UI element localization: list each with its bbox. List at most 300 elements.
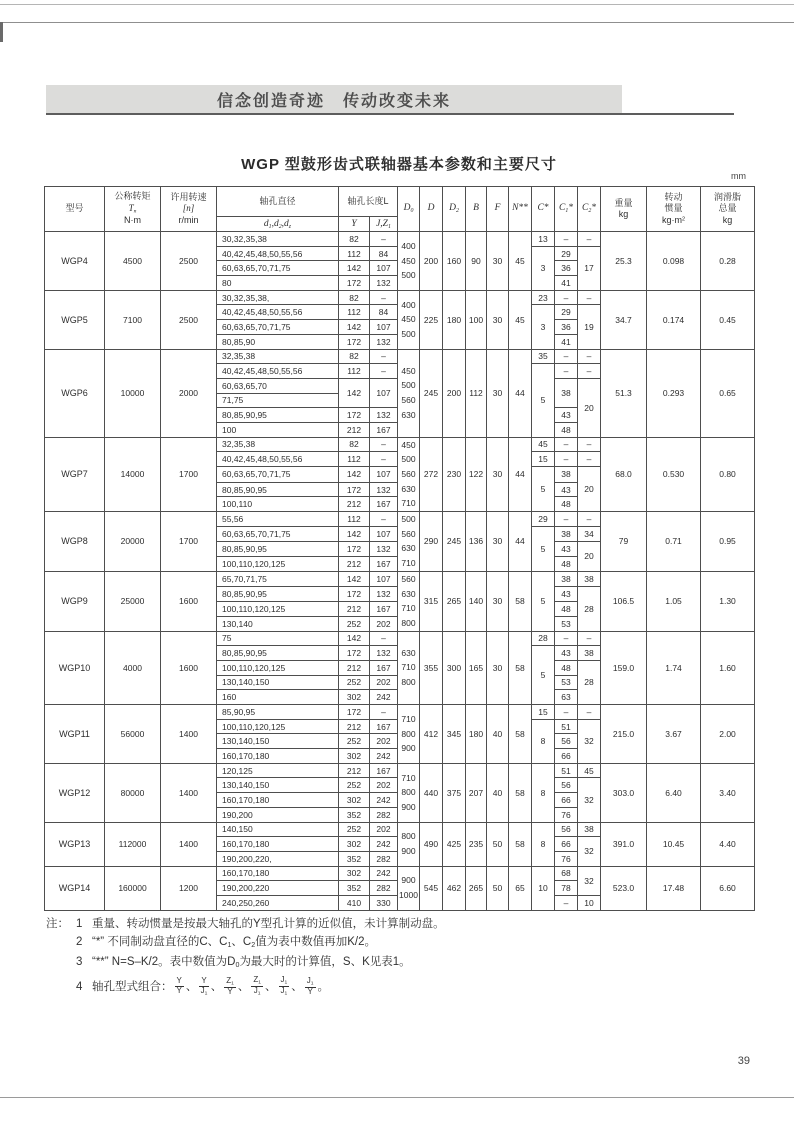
table-header xyxy=(45,187,755,232)
cell-torque: 160000 xyxy=(105,866,161,910)
cell-c2: – xyxy=(578,290,601,305)
cell-c2: – xyxy=(578,452,601,467)
cell-jz: 132 xyxy=(370,408,398,423)
cell-c1: 48 xyxy=(555,422,578,437)
cell-bore: 40,42,45,48,50,55,56 xyxy=(217,305,339,320)
note-item xyxy=(46,954,746,975)
cell-n: 58 xyxy=(509,631,532,704)
cell-bore: 55,56 xyxy=(217,512,339,527)
cell-b: 165 xyxy=(466,631,487,704)
cell-bore: 80,85,90,95 xyxy=(217,408,339,423)
cell-bore: 71,75 xyxy=(217,393,339,408)
cell-c1: 41 xyxy=(555,334,578,349)
cell-jz: 167 xyxy=(370,557,398,572)
cell-f: 30 xyxy=(487,631,509,704)
cell-weight: 79 xyxy=(601,512,647,572)
cell-jz: 107 xyxy=(370,320,398,335)
cell-bore: 130,140,150 xyxy=(217,734,339,749)
cell-c2: 32 xyxy=(578,719,601,763)
cell-y: 82 xyxy=(339,290,370,305)
cell-bore: 40,42,45,48,50,55,56 xyxy=(217,246,339,261)
cell-grease: 4.40 xyxy=(701,822,755,866)
cell-d0: 710 800 900 xyxy=(398,763,420,822)
cell-y: 112 xyxy=(339,305,370,320)
cell-jz: 167 xyxy=(370,763,398,778)
table-row xyxy=(45,232,755,247)
cell-c1: 66 xyxy=(555,837,578,852)
cell-jz: 202 xyxy=(370,778,398,793)
cell-bore: 140,150 xyxy=(217,822,339,837)
cell-jz: – xyxy=(370,349,398,364)
cell-speed: 2000 xyxy=(161,349,217,437)
cell-jz: 242 xyxy=(370,749,398,764)
cell-c1: 38 xyxy=(555,571,578,586)
cell-inertia: 1.05 xyxy=(647,571,701,631)
cell-bore: 160,170,180 xyxy=(217,749,339,764)
cell-b: 235 xyxy=(466,822,487,866)
cell-c1: 38 xyxy=(555,526,578,541)
cell-y: 112 xyxy=(339,246,370,261)
cell-c: 8 xyxy=(532,719,555,763)
cell-d2: 462 xyxy=(443,866,466,910)
cell-d0: 900 1000 xyxy=(398,866,420,910)
cell-jz: – xyxy=(370,290,398,305)
cell-jz: 84 xyxy=(370,305,398,320)
cell-jz: – xyxy=(370,364,398,379)
note-number: 3 xyxy=(76,956,83,969)
cell-f: 30 xyxy=(487,232,509,291)
cell-inertia: 3.67 xyxy=(647,705,701,764)
cell-jz: 107 xyxy=(370,467,398,483)
cell-torque: 25000 xyxy=(105,571,161,631)
cell-torque: 14000 xyxy=(105,437,161,511)
top-rule xyxy=(0,4,794,5)
cell-jz: – xyxy=(370,631,398,646)
cell-d2: 200 xyxy=(443,349,466,437)
cell-bore: 80,85,90,95 xyxy=(217,646,339,661)
cell-y: 352 xyxy=(339,851,370,866)
page-number: 39 xyxy=(737,1055,750,1067)
bore-combination-fraction: $\frac{Z_1}{J_1}$ xyxy=(253,975,261,997)
cell-d0: 450 500 560 630 xyxy=(398,349,420,437)
cell-c1: 43 xyxy=(555,482,578,497)
cell-n: 44 xyxy=(509,512,532,572)
cell-weight: 106.5 xyxy=(601,571,647,631)
cell-c1: 38 xyxy=(555,378,578,407)
cell-n: 45 xyxy=(509,290,532,349)
cell-d2: 300 xyxy=(443,631,466,704)
cell-n: 44 xyxy=(509,349,532,437)
cell-jz: 202 xyxy=(370,822,398,837)
cell-c: 35 xyxy=(532,349,555,364)
cell-bore: 100 xyxy=(217,422,339,437)
cell-bore: 160,170,180 xyxy=(217,866,339,881)
cell-jz: 202 xyxy=(370,616,398,631)
cell-c1: 78 xyxy=(555,881,578,896)
cell-c: 3 xyxy=(532,246,555,290)
cell-c1: 56 xyxy=(555,734,578,749)
cell-d2: 425 xyxy=(443,822,466,866)
cell-y: 172 xyxy=(339,646,370,661)
cell-bore: 30,32,35,38, xyxy=(217,290,339,305)
col-header-torque: 公称转矩 $T_n$ N·m xyxy=(105,187,161,232)
cell-bore: 240,250,260 xyxy=(217,895,339,910)
banner-underline xyxy=(46,113,734,115)
cell-bore: 60,63,65,70,71,75 xyxy=(217,467,339,483)
cell-c1: 48 xyxy=(555,602,578,617)
cell-bore: 80,85,90,95 xyxy=(217,586,339,602)
cell-c: 3 xyxy=(532,305,555,349)
cell-torque: 4000 xyxy=(105,631,161,704)
cell-y: 82 xyxy=(339,349,370,364)
cell-c2: 20 xyxy=(578,378,601,437)
cell-jz: 84 xyxy=(370,246,398,261)
col-header-speed: 许用转速 [n] r/min xyxy=(161,187,217,232)
cell-c: 8 xyxy=(532,822,555,866)
cell-c1: 53 xyxy=(555,616,578,631)
cell-y: 172 xyxy=(339,276,370,291)
cell-d: 440 xyxy=(420,763,443,822)
col-header-dim: $D_2$ xyxy=(443,187,466,232)
cell-d2: 375 xyxy=(443,763,466,822)
cell-c: 15 xyxy=(532,705,555,720)
cell-d2: 345 xyxy=(443,705,466,764)
cell-y: 142 xyxy=(339,467,370,483)
col-subheader-bore-diameters: $d_1,d_2,d_z$ xyxy=(217,217,339,232)
cell-torque: 4500 xyxy=(105,232,161,291)
cell-b: 180 xyxy=(466,705,487,764)
cell-model: WGP10 xyxy=(45,631,105,704)
cell-speed: 2500 xyxy=(161,290,217,349)
note-text: “**” N=S–K/2。表中数值为$D_0$为最大时的计算值，S、K见表1。 xyxy=(92,956,411,970)
cell-c1: 36 xyxy=(555,261,578,276)
cell-d: 355 xyxy=(420,631,443,704)
cell-inertia: 1.74 xyxy=(647,631,701,704)
cell-speed: 1600 xyxy=(161,631,217,704)
cell-y: 212 xyxy=(339,422,370,437)
cell-c2: 45 xyxy=(578,763,601,778)
table-row xyxy=(45,631,755,646)
note-number: 4 xyxy=(76,980,83,993)
table-row xyxy=(45,512,755,527)
col-header-weight: 重量 kg xyxy=(601,187,647,232)
cell-n: 58 xyxy=(509,763,532,822)
cell-jz: 242 xyxy=(370,866,398,881)
cell-inertia: 6.40 xyxy=(647,763,701,822)
cell-c1: 66 xyxy=(555,749,578,764)
bore-combination-fraction: $\frac{Y}{J_1}$ xyxy=(200,975,208,997)
cell-y: 352 xyxy=(339,807,370,822)
cell-y: 142 xyxy=(339,261,370,276)
cell-b: 122 xyxy=(466,437,487,511)
cell-y: 302 xyxy=(339,866,370,881)
cell-n: 65 xyxy=(509,866,532,910)
cell-y: 302 xyxy=(339,837,370,852)
cell-c2: 17 xyxy=(578,246,601,290)
cell-bore: 40,42,45,48,50,55,56 xyxy=(217,452,339,467)
note-item xyxy=(46,975,746,999)
bore-combination-fraction: $\frac{Z_1}{Y}$ xyxy=(226,975,234,996)
cell-d0: 560 630 710 800 xyxy=(398,571,420,631)
cell-bore: 130,140 xyxy=(217,616,339,631)
cell-c1: 48 xyxy=(555,497,578,512)
cell-speed: 1600 xyxy=(161,571,217,631)
cell-b: 136 xyxy=(466,512,487,572)
cell-c1: 48 xyxy=(555,557,578,572)
cell-c1: 41 xyxy=(555,276,578,291)
cell-b: 90 xyxy=(466,232,487,291)
cell-jz: 202 xyxy=(370,734,398,749)
note-text: “*” 不同制动盘直径的C、$C_1$、$C_2$值为表中数值再加K/2。 xyxy=(92,935,376,949)
cell-d: 545 xyxy=(420,866,443,910)
col-header-dim: $D_0$ xyxy=(398,187,420,232)
cell-bore: 160 xyxy=(217,690,339,705)
cell-jz: – xyxy=(370,705,398,720)
cell-c2: 20 xyxy=(578,541,601,571)
cell-y: 212 xyxy=(339,557,370,572)
cell-f: 30 xyxy=(487,512,509,572)
cell-c2: 28 xyxy=(578,660,601,704)
cell-c2: 32 xyxy=(578,778,601,822)
note-number: 1 xyxy=(76,918,83,930)
cell-c2: 38 xyxy=(578,646,601,661)
cell-jz: 132 xyxy=(370,276,398,291)
cell-c: 28 xyxy=(532,631,555,646)
cell-y: 302 xyxy=(339,690,370,705)
cell-d0: 800 900 xyxy=(398,822,420,866)
cell-c1: 76 xyxy=(555,851,578,866)
cell-c2: 10 xyxy=(578,895,601,910)
cell-weight: 25.3 xyxy=(601,232,647,291)
col-header-bore: 轴孔直径 xyxy=(217,187,339,217)
cell-d0: 450 500 560 630 710 xyxy=(398,437,420,511)
table-row xyxy=(45,349,755,364)
cell-weight: 51.3 xyxy=(601,349,647,437)
cell-c1: 38 xyxy=(555,467,578,483)
cell-d: 225 xyxy=(420,290,443,349)
cell-d0: 710 800 900 xyxy=(398,705,420,764)
cell-jz: – xyxy=(370,452,398,467)
cell-bore: 100,110,120,125 xyxy=(217,660,339,675)
cell-jz: 330 xyxy=(370,895,398,910)
cell-c2: – xyxy=(578,705,601,720)
table-row xyxy=(45,571,755,586)
cell-c1: 51 xyxy=(555,763,578,778)
cell-d2: 245 xyxy=(443,512,466,572)
cell-speed: 1700 xyxy=(161,437,217,511)
cell-grease: 0.45 xyxy=(701,290,755,349)
cell-c1: – xyxy=(555,349,578,364)
cell-c2: 32 xyxy=(578,837,601,866)
cell-bore: 65,70,71,75 xyxy=(217,571,339,586)
cell-jz: – xyxy=(370,437,398,452)
cell-torque: 112000 xyxy=(105,822,161,866)
notes-block xyxy=(46,916,746,999)
cell-c1: 56 xyxy=(555,778,578,793)
cell-y: 252 xyxy=(339,822,370,837)
cell-jz: 167 xyxy=(370,422,398,437)
cell-c1: – xyxy=(555,364,578,379)
col-header-inertia: 转动 惯量 $kg\cdot m^2$ xyxy=(647,187,701,232)
table-row xyxy=(45,290,755,305)
cell-jz: 107 xyxy=(370,571,398,586)
cell-y: 142 xyxy=(339,378,370,407)
coupling-spec-table xyxy=(44,186,755,911)
cell-bore: 120,125 xyxy=(217,763,339,778)
cell-jz: 242 xyxy=(370,837,398,852)
cell-jz: 132 xyxy=(370,586,398,602)
cell-f: 50 xyxy=(487,866,509,910)
cell-bore: 100,110 xyxy=(217,497,339,512)
cell-weight: 68.0 xyxy=(601,437,647,511)
cell-grease: 0.95 xyxy=(701,512,755,572)
cell-jz: 167 xyxy=(370,602,398,617)
table-row xyxy=(45,866,755,881)
cell-y: 172 xyxy=(339,334,370,349)
cell-f: 30 xyxy=(487,290,509,349)
cell-c1: – xyxy=(555,512,578,527)
cell-f: 30 xyxy=(487,349,509,437)
table-title: WGP 型鼓形齿式联轴器基本参数和主要尺寸 xyxy=(241,156,557,173)
cell-f: 30 xyxy=(487,437,509,511)
col-header-length: 轴孔长度L xyxy=(339,187,398,217)
cell-bore: 75 xyxy=(217,631,339,646)
cell-grease: 0.65 xyxy=(701,349,755,437)
cell-y: 252 xyxy=(339,616,370,631)
cell-weight: 523.0 xyxy=(601,866,647,910)
cell-bore: 40,42,45,48,50,55,56 xyxy=(217,364,339,379)
cell-jz: 282 xyxy=(370,851,398,866)
cell-c1: 48 xyxy=(555,660,578,675)
cell-grease: 0.28 xyxy=(701,232,755,291)
cell-model: WGP13 xyxy=(45,822,105,866)
cell-b: 207 xyxy=(466,763,487,822)
note-item xyxy=(46,916,746,934)
cell-c: 5 xyxy=(532,571,555,631)
cell-grease: 0.80 xyxy=(701,437,755,511)
cell-c1: 29 xyxy=(555,305,578,320)
cell-c: 5 xyxy=(532,364,555,437)
note-text: 重量、转动惯量是按最大轴孔的Y型孔计算的近似值，未计算制动盘。 xyxy=(92,918,445,930)
cell-c2: 32 xyxy=(578,866,601,895)
cell-c2: – xyxy=(578,349,601,364)
cell-c1: 43 xyxy=(555,408,578,423)
cell-c1: – xyxy=(555,437,578,452)
cell-bore: 190,200,220 xyxy=(217,881,339,896)
cell-torque: 10000 xyxy=(105,349,161,437)
cell-b: 100 xyxy=(466,290,487,349)
cell-model: WGP8 xyxy=(45,512,105,572)
cell-jz: 132 xyxy=(370,646,398,661)
cell-weight: 391.0 xyxy=(601,822,647,866)
cell-n: 58 xyxy=(509,822,532,866)
cell-model: WGP6 xyxy=(45,349,105,437)
cell-bore: 100,110,120,125 xyxy=(217,602,339,617)
cell-c1: – xyxy=(555,895,578,910)
cell-c: 5 xyxy=(532,467,555,512)
cell-grease: 2.00 xyxy=(701,705,755,764)
cell-c2: 28 xyxy=(578,586,601,631)
frame-corner-mark xyxy=(0,22,3,42)
cell-c: 5 xyxy=(532,526,555,571)
cell-grease: 1.60 xyxy=(701,631,755,704)
cell-c: 29 xyxy=(532,512,555,527)
cell-y: 172 xyxy=(339,705,370,720)
cell-bore: 130,140,150 xyxy=(217,675,339,690)
cell-y: 352 xyxy=(339,881,370,896)
cell-jz: 132 xyxy=(370,334,398,349)
cell-speed: 1700 xyxy=(161,512,217,572)
cell-y: 252 xyxy=(339,778,370,793)
cell-c1: 56 xyxy=(555,822,578,837)
cell-y: 172 xyxy=(339,586,370,602)
cell-y: 212 xyxy=(339,763,370,778)
col-header-model: 型号 xyxy=(45,187,105,232)
col-header-dim: $C_1*$ xyxy=(555,187,578,232)
cell-d2: 230 xyxy=(443,437,466,511)
cell-grease: 1.30 xyxy=(701,571,755,631)
cell-n: 45 xyxy=(509,232,532,291)
cell-jz: 242 xyxy=(370,793,398,808)
cell-inertia: 0.174 xyxy=(647,290,701,349)
cell-jz: 132 xyxy=(370,541,398,556)
cell-d0: 630 710 800 xyxy=(398,631,420,704)
cell-weight: 34.7 xyxy=(601,290,647,349)
cell-y: 212 xyxy=(339,719,370,734)
cell-speed: 1400 xyxy=(161,705,217,764)
cell-c1: 43 xyxy=(555,646,578,661)
col-subheader-length-y: Y xyxy=(339,217,370,232)
cell-jz: – xyxy=(370,232,398,247)
cell-y: 142 xyxy=(339,631,370,646)
cell-torque: 80000 xyxy=(105,763,161,822)
cell-c2: – xyxy=(578,512,601,527)
cell-c1: – xyxy=(555,631,578,646)
cell-model: WGP12 xyxy=(45,763,105,822)
cell-c1: 63 xyxy=(555,690,578,705)
cell-jz: 202 xyxy=(370,675,398,690)
cell-jz: 167 xyxy=(370,497,398,512)
frame-rule xyxy=(0,22,794,23)
col-header-dim: $C_2*$ xyxy=(578,187,601,232)
cell-y: 82 xyxy=(339,437,370,452)
cell-c: 23 xyxy=(532,290,555,305)
cell-bore: 190,200,220, xyxy=(217,851,339,866)
cell-y: 172 xyxy=(339,482,370,497)
col-header-dim: C* xyxy=(532,187,555,232)
cell-d0: 500 560 630 710 xyxy=(398,512,420,572)
cell-bore: 80,85,90 xyxy=(217,334,339,349)
cell-inertia: 0.293 xyxy=(647,349,701,437)
cell-grease: 6.60 xyxy=(701,866,755,910)
cell-bore: 190,200 xyxy=(217,807,339,822)
cell-bore: 32,35,38 xyxy=(217,349,339,364)
cell-c: 5 xyxy=(532,646,555,705)
cell-c1: 51 xyxy=(555,719,578,734)
cell-y: 142 xyxy=(339,320,370,335)
cell-model: WGP11 xyxy=(45,705,105,764)
cell-bore: 160,170,180 xyxy=(217,793,339,808)
cell-bore: 80,85,90,95 xyxy=(217,482,339,497)
cell-c2: – xyxy=(578,631,601,646)
cell-y: 302 xyxy=(339,793,370,808)
cell-d2: 265 xyxy=(443,571,466,631)
col-header-dim: D xyxy=(420,187,443,232)
cell-y: 212 xyxy=(339,497,370,512)
cell-y: 212 xyxy=(339,660,370,675)
col-header-dim: B xyxy=(466,187,487,232)
cell-n: 44 xyxy=(509,437,532,511)
